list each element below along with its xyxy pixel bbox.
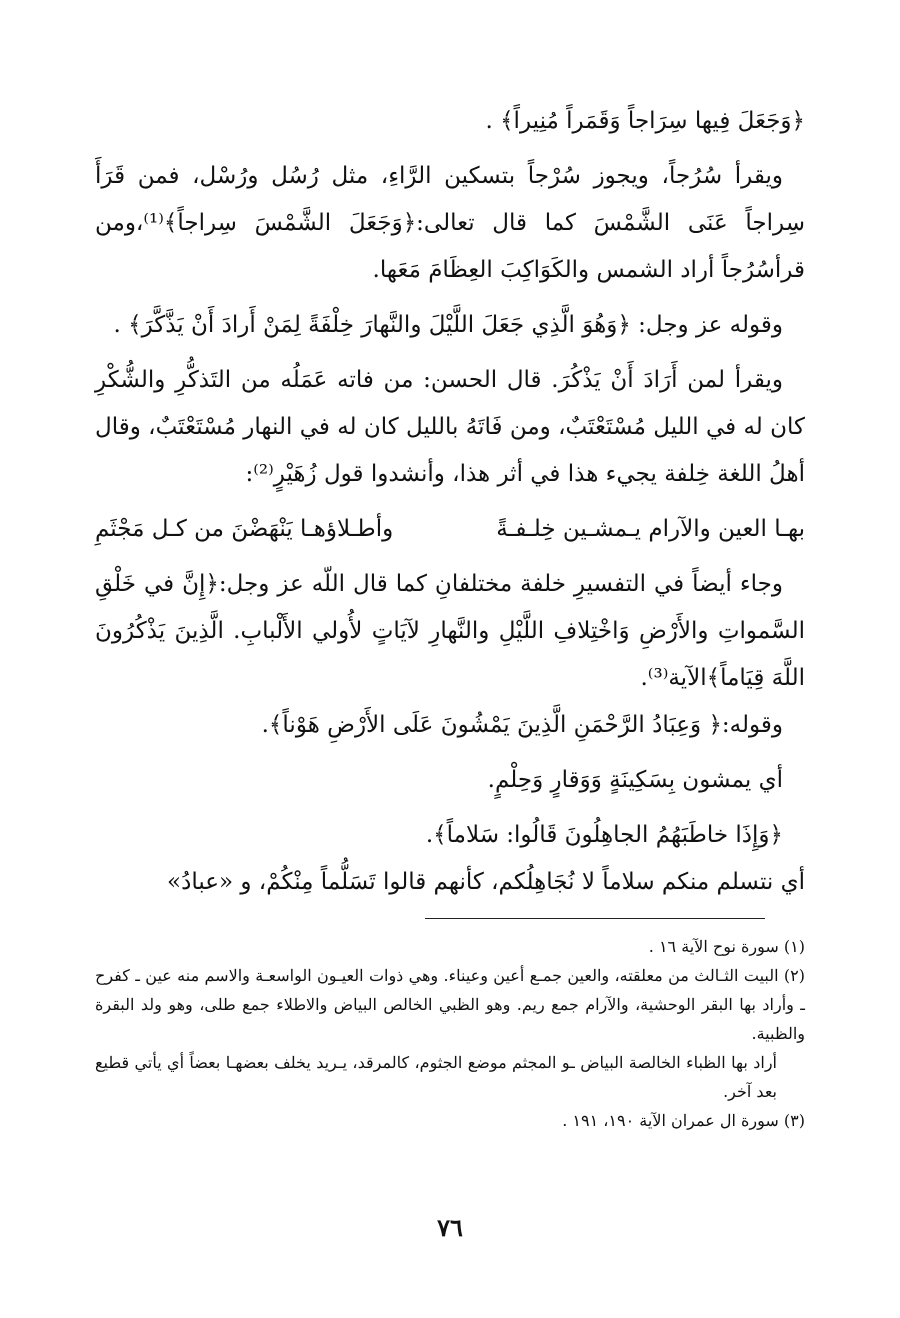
paragraph: وقوله:﴿ وَعِبَادُ الرَّحْمَنِ الَّذِينَ يَمْشُونَ عَلَى الأَرْضِ هَوْناً﴾. [261,712,783,738]
paragraph: أي نتسلم منكم سلاماً لا نُجَاهِلُكم، كأنهم قالوا تَسَلُّماً مِنْكُمْ، و «عبادُ» [167,869,805,895]
poem-second-hemistich: وأطـلاؤهـا يَنْهَضْنَ من كـل مَجْثَمِ [95,516,394,542]
footnote-2-continuation: أراد بها الظباء الخالصة البياض ـو المجثم موضع الجثوم، كالمرقد، يـريد يخلف بعضهـا بعضاً أي يأتي قطيع بعد آخر. [95,1053,777,1101]
footnote-2: (٢) البيت الثـالث من معلقته، والعين جمـع أعين وعيناء. وهي ذوات العيـون الواسعـة والاسم منه عين ـ كفرح ـ وأراد بها البقر الوحشية، والآرام جمع ريم. وهو الظبي الخالص البياض والاطلاء جمع طلى، وهو ولد البقرة والظبية. [95,966,805,1043]
quran-verse-line: ﴿وَإِذَا خاطَبَهُمُ الجاهِلُونَ قَالُوا: سَلاماً﴾. [425,822,783,848]
footnote-3: (٣) سورة ال عمران الآية ١٩٠، ١٩١ . [562,1111,805,1130]
paragraph: ويقرأ سُرُجاً، ويجوز سُرْجاً بتسكين الرَّاءِ، مثل رُسُل ورُسْل، فمن قَرَأَ سِراجاً عَنَى الشَّمْسَ كما قال تعالى:﴿وَجَعَلَ الشَّمْسَ سِراجاً﴾⁽¹⁾،ومن قرأسُرُجاً أراد الشمس والكَوَاكِبَ العِظَامَ مَعَها. [95,163,805,283]
paragraph: ويقرأ لمن أَرَادَ أَنْ يَذْكُرَ. قال الحسن: من فاته عَمَلُه من التَذكُّرِ والشُّكْرِ كان له في الليل مُسْتَعْتَبٌ، ومن فَاتَهُ بالليل كان له في النهار مُسْتَعْتَبٌ، وقال أهلُ اللغة خِلفة يجيء هذا في أثر هذا، وأنشدوا قول زُهَيْرٍ⁽²⁾: [95,367,805,487]
poem-first-hemistich: بهـا العين والآرام يـمشـين خِلـفـةً [496,516,805,542]
poem-verse [95,506,805,553]
footnote-divider [425,918,765,919]
paragraph: وقوله عز وجل: ﴿وَهُوَ الَّذِي جَعَلَ اللَّيْلَ والنَّهارَ خِلْفَةً لِمَنْ أَرادَ أَنْ يَذَّكَّرَ﴾ . [113,312,783,338]
footnote-1: (١) سورة نوح الآية ١٦ . [648,937,805,956]
quran-verse-line: ﴿وَجَعَلَ فِيها سِرَاجاً وَقَمَراً مُنِيراً﴾ . [485,108,805,134]
footnotes [95,932,805,1135]
main-text [95,98,805,906]
paragraph: أي يمشون بِسَكِينَةٍ وَوَقارٍ وَحِلْمٍ. [487,767,783,793]
page-number: ٧٦ [437,1213,463,1242]
paragraph: وجاء أيضاً في التفسيرِ خلفة مختلفانِ كما قال اللّه عز وجل:﴿إِنَّ في خَلْقِ السَّمواتِ والأَرْضِ وَاخْتِلافِ اللَّيْلِ والنَّهارِ لآيَاتٍ لأُولي الأَلْبابِ. الَّذِينَ يَذْكُرُونَ اللَّهَ قِيَاماً﴾الآية⁽³⁾. [95,571,805,691]
